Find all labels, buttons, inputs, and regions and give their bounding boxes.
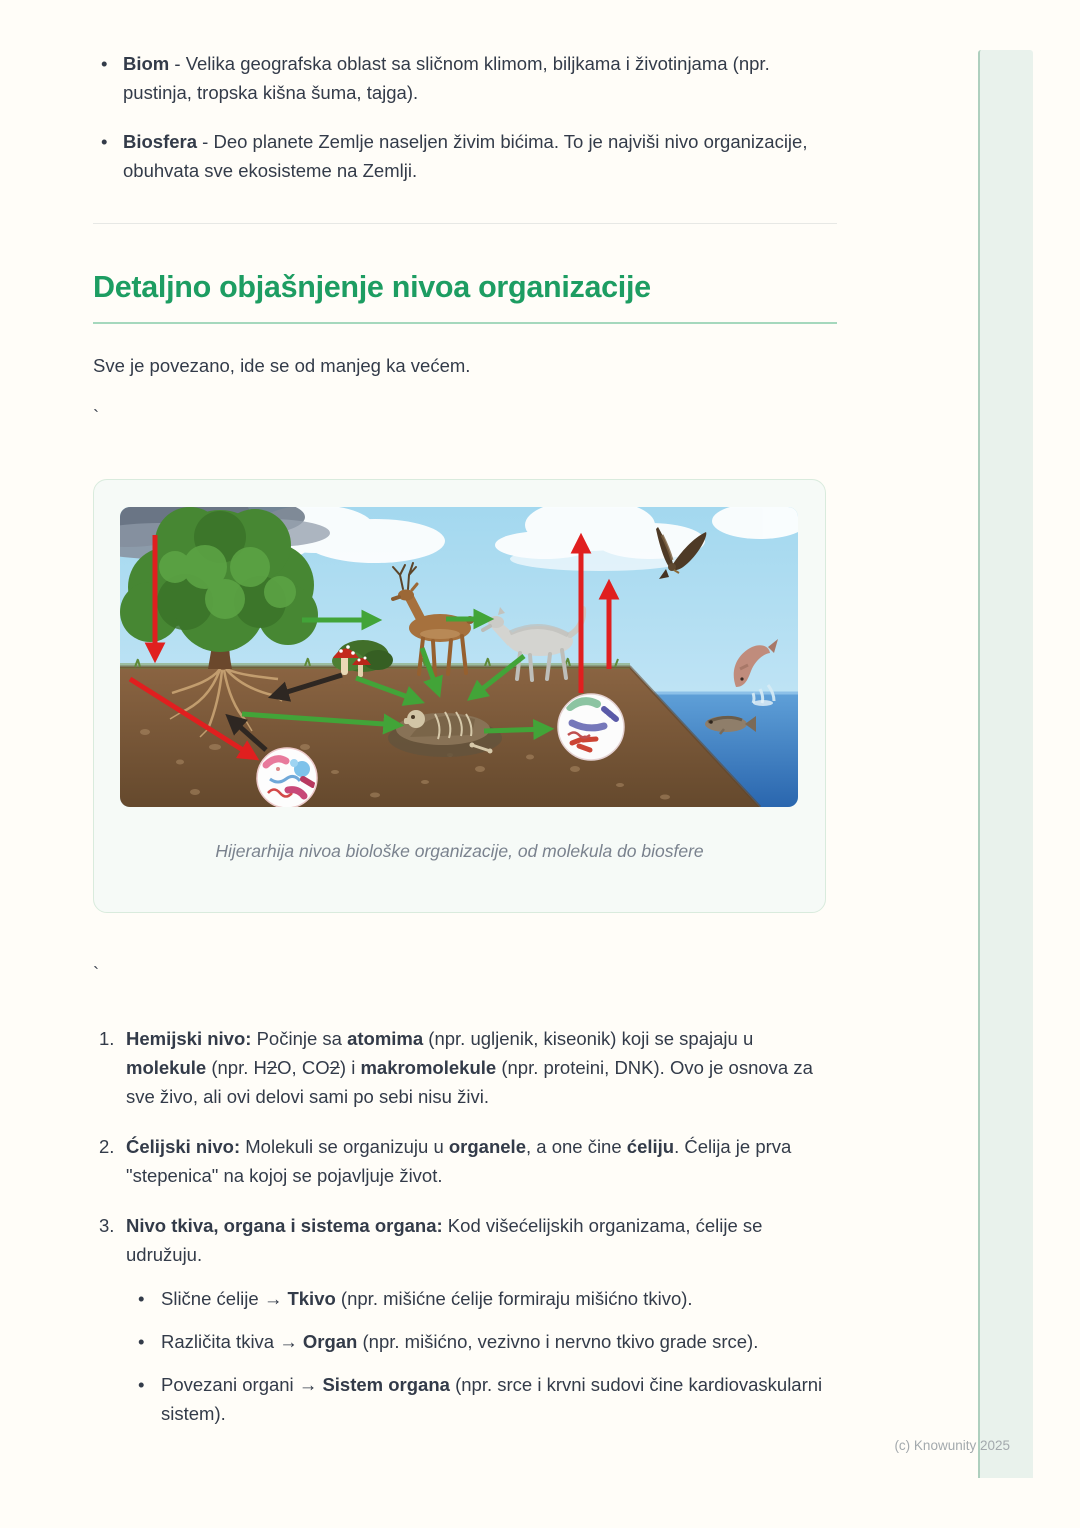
figure-caption: Hijerarhija nivoa biološke organizacije, od molekula do biosfere — [215, 841, 704, 861]
item-number: 3. — [99, 1215, 115, 1236]
bullet-icon: • — [101, 53, 108, 74]
stray-backtick: ` — [93, 406, 100, 427]
sub-list-item — [129, 1327, 837, 1356]
lead-paragraph: Sve je povezano, ide se od manjeg ka većem. — [93, 355, 471, 376]
list-item-text: Biosfera - Deo planete Zemlje naseljen živim bićima. To je najviši nivo organizacije, obuhvata sve ekosisteme na Zemlji. — [123, 131, 808, 181]
section-heading: Detaljno objašnjenje nivoa organizacije — [93, 268, 837, 324]
section-divider — [93, 223, 837, 224]
sub-bullet-list — [129, 1284, 837, 1428]
stray-backtick: ` — [93, 963, 100, 984]
sub-item-text: Povezani organi → Sistem organa (npr. srce i krvni sudovi čine kardiovaskularni sistem). — [161, 1374, 823, 1424]
ecosystem-illustration — [120, 507, 798, 807]
numbered-item-text: Hemijski nivo: Počinje sa atomima (npr. ugljenik, kiseonik) koji se spajaju u molekule (npr. H2O, CO2) i makromolekule (npr. proteini, DNK). Ovo je osnova za sve živo, ali ovi delovi sami po sebi nisu živi. — [126, 1028, 813, 1107]
ecosystem-food-web-image — [120, 507, 798, 807]
sub-list-item — [129, 1370, 837, 1428]
list-item — [93, 127, 837, 185]
bullet-icon: • — [138, 1331, 145, 1352]
bullet-icon: • — [101, 131, 108, 152]
figure-card — [93, 479, 826, 913]
bullet-icon: • — [138, 1288, 145, 1309]
item-number: 1. — [99, 1028, 115, 1049]
sub-item-text: Različita tkiva → Organ (npr. mišićno, vezivno i nervno tkivo grade srce). — [161, 1331, 759, 1352]
numbered-item-text: Nivo tkiva, organa i sistema organa: Kod višećelijskih organizama, ćelije se udružuju. — [126, 1215, 763, 1265]
bullet-icon: • — [138, 1374, 145, 1395]
numbered-item-text: Ćelijski nivo: Molekuli se organizuju u organele, a one čine ćeliju. Ćelija je prva "stepenica" na kojoj se pojavljuje život. — [126, 1136, 792, 1186]
numbered-item — [93, 1132, 837, 1190]
numbered-list — [93, 1024, 837, 1428]
decomposer-microbes-circle — [558, 694, 624, 760]
numbered-item — [93, 1024, 837, 1111]
intro-bullet-list — [93, 49, 837, 185]
sub-list-item — [129, 1284, 837, 1313]
item-number: 2. — [99, 1136, 115, 1157]
numbered-item — [93, 1211, 837, 1428]
list-item — [93, 49, 837, 107]
list-item-text: Biom - Velika geografska oblast sa sličnom klimom, biljkama i životinjama (npr. pustinja, tropska kišna šuma, tajga). — [123, 53, 770, 103]
right-accent-bar — [978, 50, 1033, 1478]
sub-item-text: Slične ćelije → Tkivo (npr. mišićne ćelije formiraju mišićno tkivo). — [161, 1288, 693, 1309]
copyright-text: (c) Knowunity 2025 — [894, 1438, 1010, 1453]
soil-microbes-circle — [257, 748, 317, 807]
document-content — [93, 0, 837, 1449]
